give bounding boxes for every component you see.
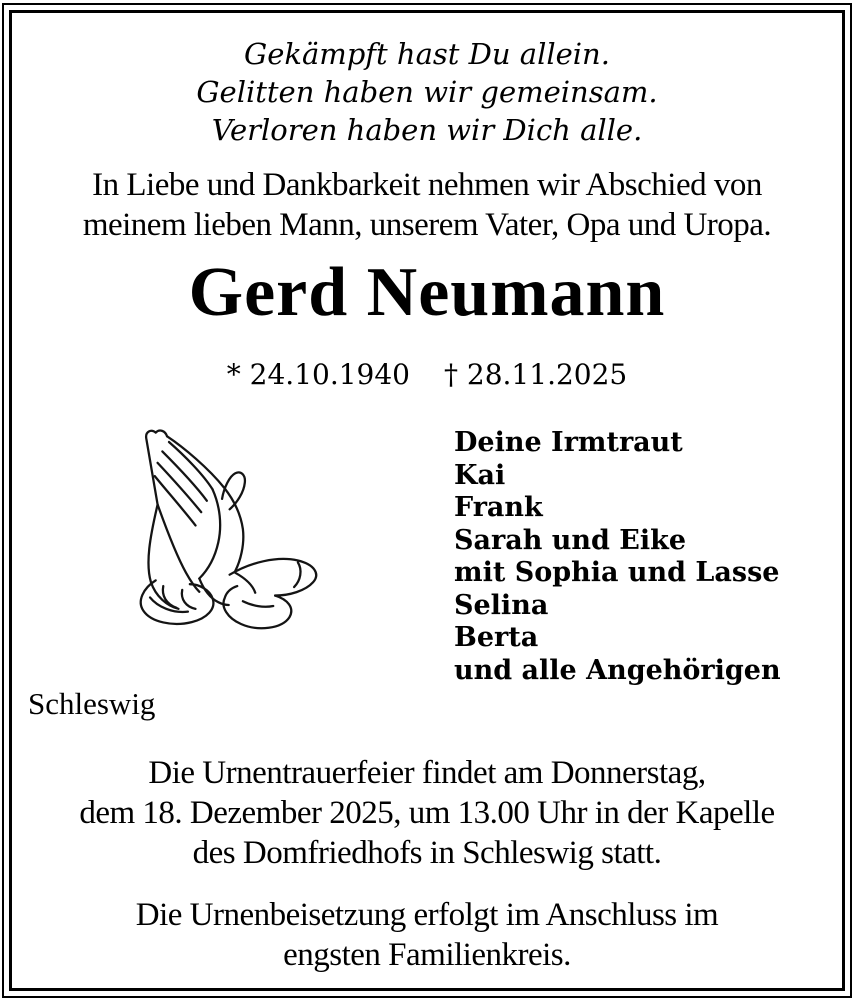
epitaph-verse bbox=[28, 35, 826, 149]
mourners-list bbox=[454, 427, 781, 687]
burial-line: Die Urnenbeisetzung erfolgt im Anschluss im bbox=[135, 897, 719, 933]
ceremony-line: Die Urnentrauerfeier findet am Donnerstag, bbox=[148, 755, 706, 791]
mourner-line: Frank bbox=[454, 492, 543, 523]
death-cross-icon: † bbox=[444, 358, 458, 391]
birth-star-icon: * bbox=[226, 358, 241, 391]
farewell-intro-line: meinem lieben Mann, unserem Vater, Opa und Uropa. bbox=[82, 207, 772, 243]
birth-date-value: 24.10.1940 bbox=[249, 358, 410, 391]
ceremony-info bbox=[28, 753, 826, 873]
farewell-intro bbox=[28, 165, 826, 245]
life-dates bbox=[28, 357, 826, 393]
burial-line: engsten Familienkreis. bbox=[283, 937, 571, 973]
mourner-line: Berta bbox=[454, 622, 539, 653]
ceremony-line: des Domfriedhofs in Schleswig statt. bbox=[192, 835, 662, 871]
epitaph-line: Gelitten haben wir gemeinsam. bbox=[196, 75, 658, 109]
mourner-line: Selina bbox=[454, 589, 549, 621]
epitaph-line: Verloren haben wir Dich alle. bbox=[211, 113, 643, 147]
farewell-intro-line: In Liebe und Dankbarkeit nehmen wir Abschied von bbox=[92, 167, 762, 203]
middle-section bbox=[28, 417, 826, 686]
mourner-line: mit Sophia und Lasse bbox=[454, 557, 780, 588]
ceremony-line: dem 18. Dezember 2025, um 13.00 Uhr in der Kapelle bbox=[79, 795, 775, 831]
burial-info bbox=[28, 895, 826, 975]
birth-date bbox=[227, 357, 410, 393]
mourner-line: Sarah und Eike bbox=[454, 524, 687, 556]
mourner-line: und alle Angehörigen bbox=[454, 654, 781, 686]
praying-hands-icon bbox=[114, 417, 332, 649]
mourner-line: Deine Irmtraut bbox=[454, 427, 683, 458]
obituary-notice bbox=[12, 13, 842, 988]
place-name: Schleswig bbox=[28, 686, 156, 721]
epitaph-line: Gekämpft hast Du allein. bbox=[244, 37, 610, 71]
mourner-line: Kai bbox=[454, 459, 506, 491]
deceased-name: Gerd Neumann bbox=[188, 254, 666, 331]
death-date bbox=[444, 357, 627, 393]
death-date-value: 28.11.2025 bbox=[466, 358, 628, 391]
